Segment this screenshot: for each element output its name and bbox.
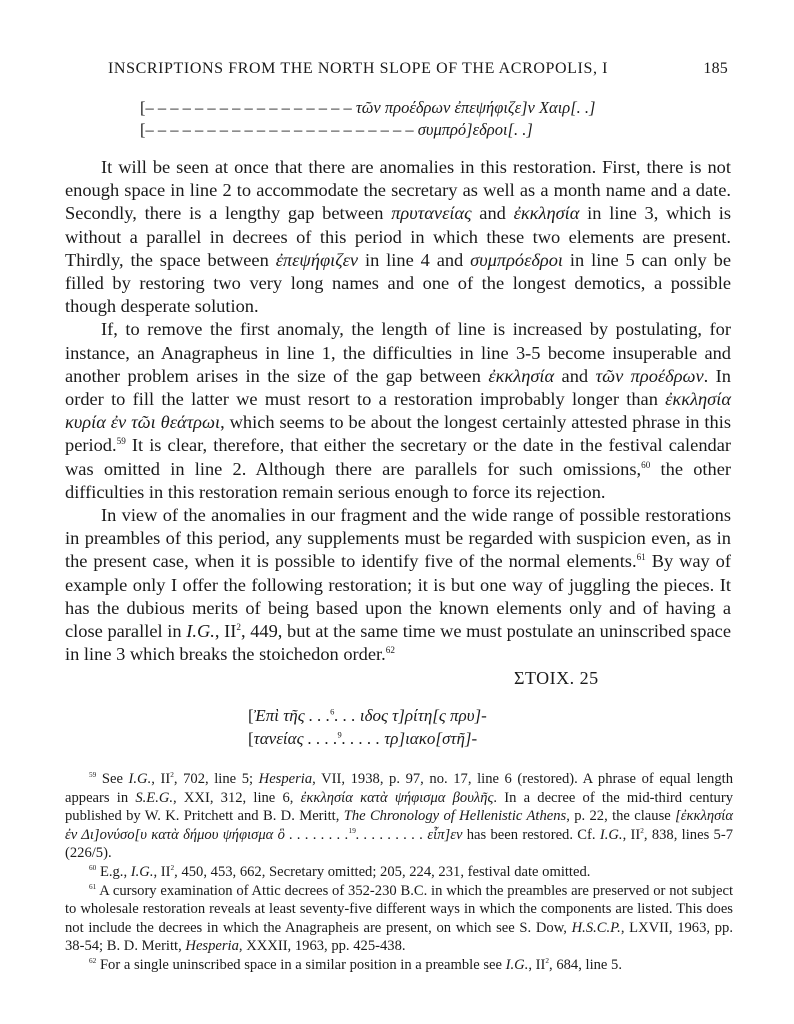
footnote-ref-61: 61 [636, 552, 646, 563]
inscription-line-1: [Ἐπὶ τῆς . . .$^6$. . . ιδος τ]ρίτη[ς πρυ]- [248, 706, 487, 725]
restoration-line-2 [140, 120, 660, 140]
restoration-line-1 [140, 98, 660, 118]
stoichedon-label: ΣΤΟΙΧ. 25 [514, 668, 599, 688]
footnotes [65, 770, 733, 975]
running-header [108, 60, 728, 78]
restoration-dashes: [– – – – – – – – – – – – – – – – – – – – – – [140, 120, 414, 139]
body-text [65, 156, 731, 666]
running-title: INSCRIPTIONS FROM THE NORTH SLOPE OF THE ACROPOLIS, I [108, 60, 609, 77]
footnote-ref-60: 60 [641, 459, 651, 470]
paragraph-2: If, to remove the first anomaly, the length of line is increased by postulating, for instance, an Anagrapheus in line 1, the difficulties in line 3-5 become insuperable and another problem arises in the size of the gap between ἐκκλησία and τῶν προέδρων. In order to fill the latter we must resort to a restoration improbably longer than ἐκκλησία κυρία ἐν τῶι θεάτρωι, which seems to be about the longest certainly attested phrase in this period.$^{59}$ It is clear, therefore, that either the secretary or the date in the festival calendar was omitted in line 2. Although there are parallels for such omissions,$^{60}$ the other difficulties in this restoration remain serious enough to force its rejection. [65, 319, 731, 502]
footnote-61: $^{61}$ A cursory examination of Attic decrees of 352-230 B.C. in which the preambles are preserved or not subject to wholesale restoration reveals at least seventy-five different ways in which the components are listed. This does not include the decrees in which the Anagrapheis are present, on which see S. Dow, H.S.C.P., LXVII, 1963, pp. 38-54; B. D. Meritt, Hesperia, XXXII, 1963, pp. 425-438. [65, 881, 733, 955]
footnote-ref-62: 62 [385, 645, 395, 656]
restoration-greek: συμπρό]εδροι[. .] [417, 120, 533, 139]
inscription-line-2: [τανείας . . . .$^9$. . . . . τρ]ιακο[στῆ]- [248, 729, 478, 748]
letter-count: 6 [330, 706, 335, 717]
paragraph-3: In view of the anomalies in our fragment and the wide range of possible restorations in preambles of this period, any supplements must be regarded with suspicion even, as in the present case, when it is possible to identify five of the normal elements.$^{61}$ By way of example only I offer the following restoration; it is but one way of juggling the pieces. It has the dubious merits of being based upon the known elements only and of having a close parallel in I.G., $II^2$, 449, but at the same time we must postulate an uninscribed space in line 3 which breaks the stoichedon order.$^{62}$ [65, 505, 731, 665]
restoration-greek: τῶν προέδρων ἐπεψήφιζε]ν Χαιρ[. .] [355, 98, 596, 117]
letter-count: 9 [337, 729, 342, 740]
footnote-62: $^{62}$ For a single uninscribed space in a similar position in a preamble see I.G., $II^2$, 684, line 5. [89, 956, 622, 973]
restoration-dashes: [– – – – – – – – – – – – – – – – – [140, 98, 352, 117]
footnote-60: $^{60}$ E.g., I.G., $II^2$, 450, 453, 662, Secretary omitted; 205, 224, 231, festival date omitted. [89, 863, 591, 880]
page-number: 185 [703, 60, 728, 77]
footnote-ref-59: 59 [116, 436, 126, 447]
footnote-59: $^{59}$ See I.G., $II^2$, 702, line 5; Hesperia, VII, 1938, p. 97, no. 17, line 6 (restored). A phrase of equal length appears in S.E.G., XXI, 312, line 6, ἐκκλησία κατὰ ψήφισμα βουλῆς. In a decree of the mid-third century published by W. K. Pritchett and B. D. Meritt, The Chronology of Hellenistic Athens, p. 22, the clause [ἐκκλησία ἐν Δι]ονύσο[υ κατὰ δήμου ψήφισμα ὃ . . . . . . . .$^{19}$. . . . . . . . . εἶπ]εν has been restored. Cf. I.G., $II^2$, 838, lines 5-7 (226/5). [65, 770, 734, 862]
paragraph-1: It will be seen at once that there are anomalies in this restoration. First, there is not enough space in line 2 to accommodate the secretary as well as a month name and a date. Secondly, there is a lengthy gap between πρυτανείας and ἐκκλησία in line 3, which is without a parallel in decrees of this period in which these two elements are present. Thirdly, the space between ἐπεψήφιζεν in line 4 and συμπρόεδροι in line 5 can only be filled by restoring two very long names and one of the longest demotics, a possible though desperate solution. [65, 157, 732, 317]
